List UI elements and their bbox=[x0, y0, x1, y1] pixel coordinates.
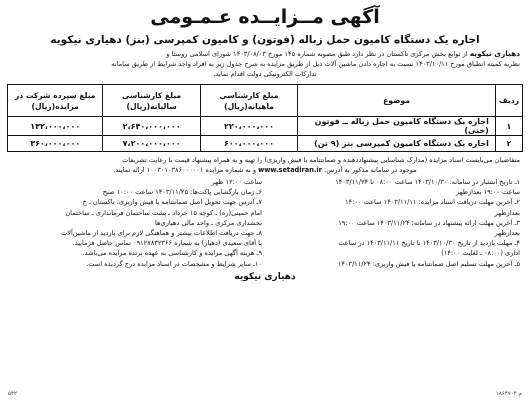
note-line-2 bbox=[10, 165, 520, 175]
date-line: ۲ـ آخرین مهلت دریافت اسناد مزایده: ۱۴۰۳/۱۱/۱۱ ساعت ۱۴:۰۰ bbox=[345, 198, 520, 207]
header-yearly: مبلغ کارشناسی سالیانه(ریال) bbox=[103, 85, 200, 117]
date-line: ۱۰ـ سایر شرایط و مشخصات در اسناد مزایده درج گردیده است. bbox=[86, 259, 262, 268]
footer bbox=[8, 391, 522, 397]
dates-section bbox=[6, 175, 524, 269]
date-line: ۱ـ تاریخ انتشار در سامانه: ۱۴۰۳/۱۰/۳۰ ساعت ۰۸:۰۰ تا ۱۴۰۳/۱۱/۲۴ bbox=[335, 178, 520, 186]
cell-row-number: ۱ bbox=[495, 117, 522, 136]
cell-subject: اجاره یک دستگاه کامیون کمپرسی بنز (۹ تن) bbox=[298, 136, 496, 152]
date-line: اداری (۰۸:۰۰ ـ لغایت ۱۴:۰۰) bbox=[441, 249, 520, 258]
footer-code: م ۱۸۶۴۷۰۳ bbox=[495, 391, 522, 397]
header-row-number: ردیف bbox=[495, 85, 522, 117]
page-title: آگهی مــزایــده عـمـومی bbox=[150, 6, 380, 28]
items-table bbox=[7, 84, 523, 152]
date-line: ۴ـ مهلت بازدید از تاریخ ۱۴۰۳/۱۰/۳۰ تا تاریخ ۱۴۰۳/۱۱/۱۱ در ساعت bbox=[338, 239, 520, 248]
date-line: ۸ـ جهت دریافت اطلاعات بیشتر و هماهنگی لازم برای بازدید از ماشین‌آلات bbox=[61, 229, 262, 238]
date-line: امام خمینی(ره) ـ کوچه ۱۵ خرداد ـ پشت ساختمان فرمانداری ـ ساختمان bbox=[65, 208, 262, 217]
note-line-2-post: و به شماره مزایده ۱۰۰۳۰۱۰۳۸۶۰۰۰۰۰۱ ارائه نمایند. bbox=[113, 166, 257, 174]
notice-subtitle: اجاره یک دستگاه کامیون حمل زباله (فوتون) و کامیون کمپرسی (بنز) دهیاری نیکویه bbox=[50, 34, 480, 46]
note-line-2-pre: موجود در سامانه مذکور به آدرس: bbox=[324, 166, 417, 174]
intro-line-3: تدارکات الکترونیکی دولت اقدام نماید. bbox=[213, 70, 317, 78]
table-row bbox=[8, 136, 523, 152]
date-line: بعدازظهر bbox=[494, 208, 520, 217]
table-header-row bbox=[8, 85, 523, 117]
header-subject: موضوع bbox=[298, 85, 496, 117]
table-row bbox=[8, 117, 523, 136]
dates-right-column bbox=[268, 177, 520, 269]
date-line: ۷ـ آدرس جهت تحویل اصل ضمانتنامه یا فیش واریزی: تاکستان ـ خ bbox=[82, 198, 262, 207]
note-line-1: متقاضیان می‌بایست اسناد مزایده (مدارک شناسایی پیشنهاددهنده و ضمانتنامه یا فیش واریزی) را تهیه و به همراه پیشنهاد قیمت با رعایت تشریفات bbox=[122, 156, 520, 164]
dates-left-column bbox=[10, 177, 262, 269]
cell-row-number: ۲ bbox=[495, 136, 522, 152]
date-line: بخشداری مرکزی ـ واحد مالی دهیاری‌ها bbox=[155, 218, 262, 227]
intro-org: دهیاری نیکویه bbox=[469, 49, 520, 58]
intro-paragraph bbox=[6, 49, 524, 59]
date-line: ۶ـ زمان بازگشایی پاکت‌ها: ۱۴۰۳/۱۱/۲۵ ساعت ۱۰:۰۰ صبح bbox=[102, 188, 262, 197]
cell-yearly: ۲،۶۴۰،۰۰۰،۰۰۰ bbox=[103, 117, 200, 136]
website-link[interactable]: www.setadiran.ir bbox=[258, 166, 322, 174]
date-line: ۳ـ آخرین مهلت ارائه پیشنهاد در سامانه: ۱۴۰۳/۱۱/۲۴ ساعت ۱۹:۰۰ bbox=[338, 218, 520, 227]
cell-deposit: ۱۳۲،۰۰۰،۰۰۰ bbox=[8, 117, 103, 136]
date-line: ۵ـ آخرین مهلت تسلیم اصل ضمانتنامه یا فیش واریزی: ۱۴۰۳/۱۱/۲۴ bbox=[337, 259, 520, 268]
cell-deposit: ۳۶۰،۰۰۰،۰۰۰ bbox=[8, 136, 103, 152]
intro-line-1: از توابع بخش مرکزی تاکستان در نظر دارد طبق مصوبه شماره ۱۴۵ مورخ ۱۴۰۳/۰۸/۰۳ شورای اسلامی روستا و bbox=[166, 50, 468, 58]
date-line: با آقای سعیدی (دهیار) به شماره ۰۹۱۲۷۸۳۲۳۶۶ تماس حاصل فرمایید. bbox=[72, 239, 262, 248]
cell-yearly: ۷،۲۰۰،۰۰۰،۰۰۰ bbox=[103, 136, 200, 152]
signature: دهیاری نیکویه bbox=[234, 271, 296, 282]
header-monthly: مبلغ کارشناسی ماهیانه(ریال) bbox=[200, 85, 297, 117]
instructions-note bbox=[6, 152, 524, 175]
header-deposit: مبلغ سپرده شرکت در مزایده(ریال) bbox=[8, 85, 103, 117]
cell-monthly: ۲۲۰،۰۰۰،۰۰۰ bbox=[200, 117, 297, 136]
intro-line-2: نظریه کمیته انطباق مورخ ۱۴۰۳/۱۰/۱۱ نسبت به اجاره دادن ماشین آلات ذیل از طریق مزایده به شرح جدول زیر به افراد واجد شرایط از طریق سامانه bbox=[111, 60, 520, 68]
date-line: بعدازظهر bbox=[494, 229, 520, 238]
cell-monthly: ۶۰۰،۰۰۰،۰۰۰ bbox=[200, 136, 297, 152]
footer-tag: ۵۳۲ bbox=[8, 391, 18, 397]
date-line: ساعت ۱۲:۰۰ ظهر bbox=[211, 178, 262, 186]
date-line: ۹ـ هزینه آگهی مزایده و کارشناسی به عهده برنده مزایده می‌باشد. bbox=[82, 249, 262, 258]
date-line: ساعت ۱۹:۰۰ بعدازظهر bbox=[456, 188, 520, 197]
cell-subject: اجاره یک دستگاه کامیون حمل زباله ــ فوتون (خنی) bbox=[298, 117, 496, 136]
